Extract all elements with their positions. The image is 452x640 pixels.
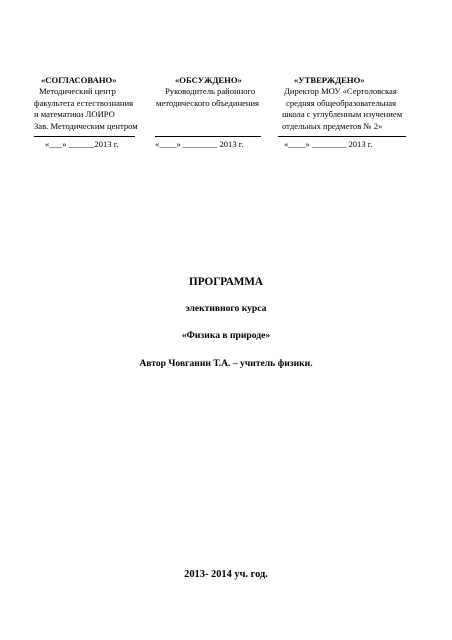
- course-type: элективного курса: [185, 303, 267, 314]
- author-line: Автор Човганин Т.А. – учитель физики.: [139, 358, 313, 369]
- approved-line: отдельных предметов № 2»: [282, 120, 383, 131]
- program-title: ПРОГРАММА: [189, 276, 263, 288]
- agreed-line: Зав. Методическим центром: [34, 120, 138, 131]
- approved-line: Директор МОУ «Сертоловская: [284, 86, 397, 97]
- discussed-heading: «ОБСУЖДЕНО»: [175, 75, 242, 85]
- approved-line: школа с углубленным изучением: [282, 109, 403, 120]
- discussed-date: «____» ________ 2013 г.: [155, 139, 244, 149]
- approval-block-discussed: [155, 75, 259, 109]
- agreed-heading: «СОГЛАСОВАНО»: [41, 75, 117, 85]
- approved-heading: «УТВЕРЖДЕНО»: [294, 75, 365, 85]
- approved-date: «____» ________ 2013 г.: [284, 139, 373, 149]
- agreed-line: Методический центр: [39, 86, 116, 97]
- approval-block-approved: [282, 75, 402, 132]
- discussed-line: Руководитель районного: [165, 86, 256, 97]
- discussed-signature-line: [155, 136, 261, 137]
- agreed-signature-line: [34, 136, 135, 137]
- agreed-date: «___» ______2013 г.: [45, 139, 119, 149]
- approved-line: средняя общеобразовательная: [286, 97, 397, 108]
- academic-year: 2013- 2014 уч. год.: [184, 569, 268, 580]
- discussed-line: методического объединения: [156, 97, 260, 108]
- approved-signature-line: [278, 136, 406, 137]
- course-name: «Физика в природе»: [181, 330, 271, 341]
- agreed-line: факультета естествознания: [34, 97, 134, 108]
- approval-block-agreed: [34, 75, 138, 132]
- agreed-line: и математики ЛОИРО: [34, 109, 115, 120]
